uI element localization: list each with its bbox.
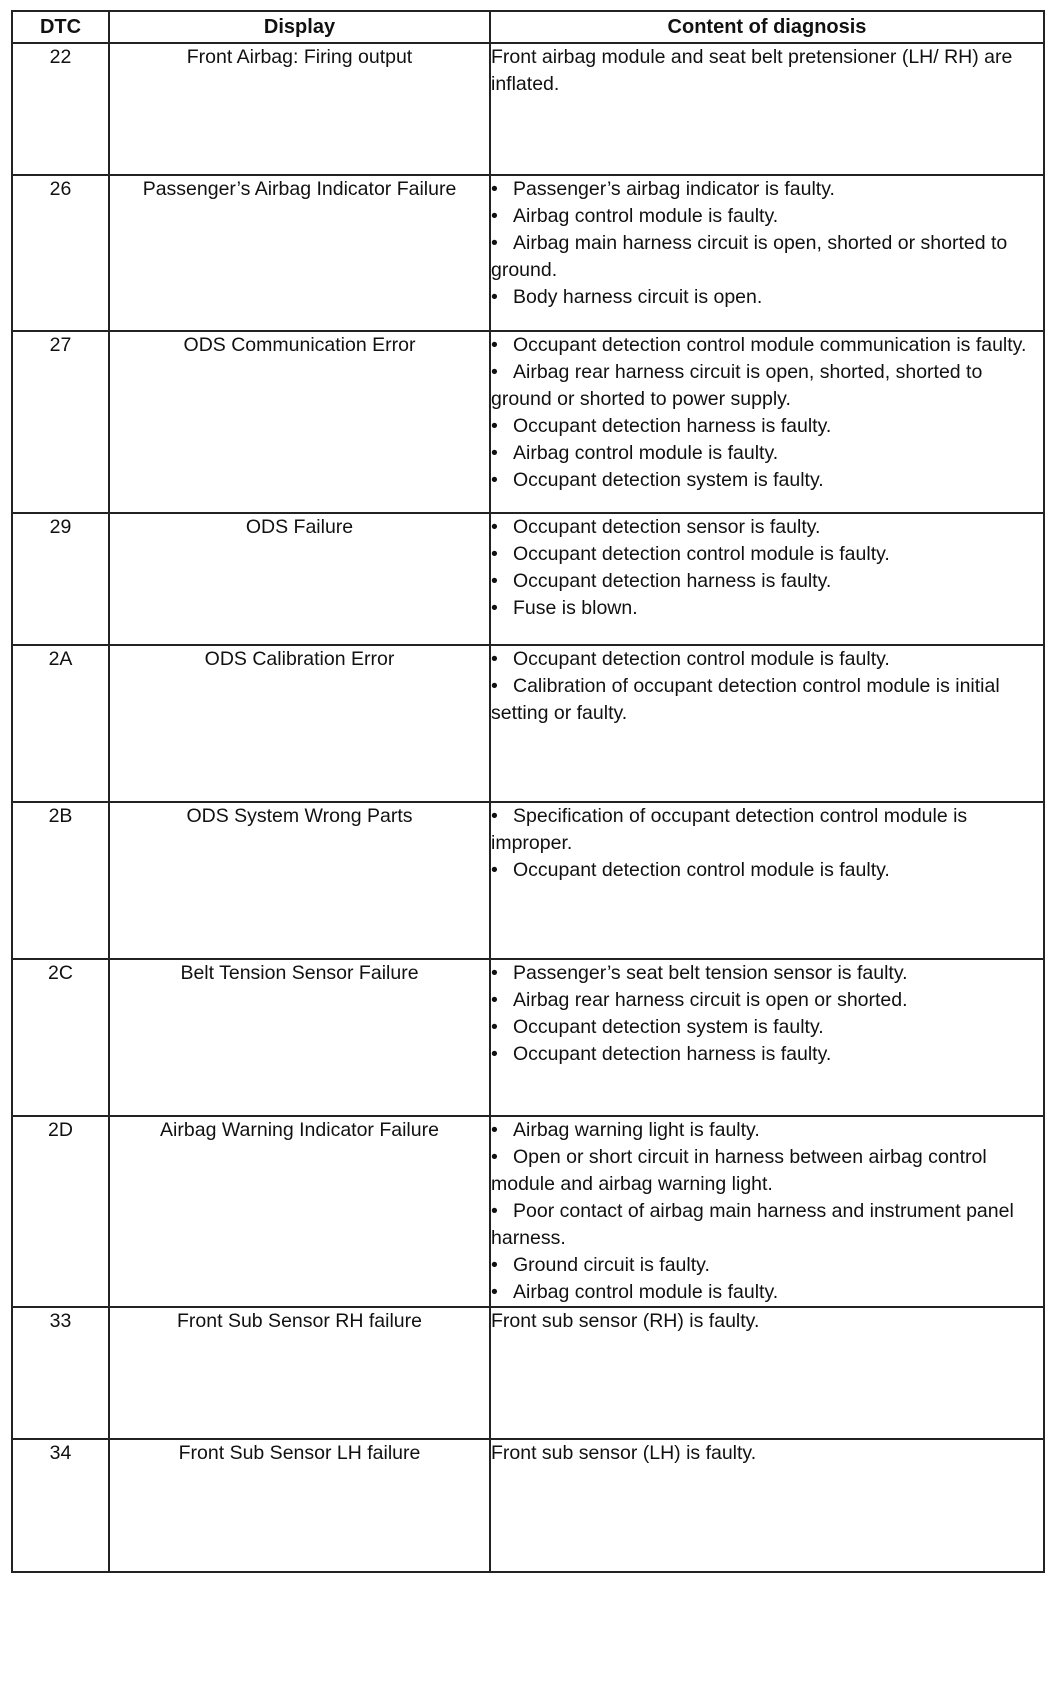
list-item [491,1440,1043,1467]
bullet-icon: • [491,570,498,592]
content-cell [490,331,1044,513]
diagnosis-text: Occupant detection control module is faulty. [513,648,890,670]
content-cell [490,1439,1044,1572]
diagnosis-text: Front sub sensor (RH) is faulty. [491,1310,760,1332]
content-cell [490,1116,1044,1307]
list-item [491,44,1043,98]
bullet-icon: • [491,469,498,491]
table-header-row [12,11,1044,43]
display-cell: ODS Communication Error [109,331,490,513]
list-item [491,359,1043,413]
display-cell: Front Sub Sensor RH failure [109,1307,490,1439]
table-row [12,331,1044,513]
content-cell [490,1307,1044,1439]
list-item [491,987,1043,1014]
table-row [12,959,1044,1116]
list-item [491,857,1043,884]
header-display: Display [109,11,490,43]
list-item [491,960,1043,987]
table-row [12,802,1044,959]
diagnosis-list [491,44,1043,98]
list-item [491,467,1043,494]
diagnosis-text: Front sub sensor (LH) is faulty. [491,1442,757,1464]
diagnosis-text: Airbag warning light is faulty. [513,1119,760,1141]
diagnosis-text: Airbag rear harness circuit is open or shorted. [513,989,908,1011]
list-item [491,1198,1043,1252]
bullet-icon: • [491,962,498,984]
content-cell [490,802,1044,959]
diagnosis-text: Occupant detection control module communication is faulty. [513,334,1027,356]
diagnosis-text: Occupant detection control module is faulty. [513,859,890,881]
diagnosis-list [491,176,1043,311]
diagnosis-text: Body harness circuit is open. [513,286,763,308]
diagnosis-text: Occupant detection system is faulty. [513,1016,824,1038]
header-dtc: DTC [12,11,109,43]
dtc-code-cell: 27 [12,331,109,513]
diagnosis-list [491,960,1043,1068]
list-item [491,413,1043,440]
list-item [491,176,1043,203]
table-body [12,43,1044,1572]
bullet-icon: • [491,516,498,538]
display-cell: ODS Failure [109,513,490,645]
diagnosis-text: Occupant detection sensor is faulty. [513,516,821,538]
diagnosis-text: Airbag main harness circuit is open, shorted or shorted to ground. [491,232,1008,281]
diagnosis-text: Airbag rear harness circuit is open, shorted, shorted to ground or shorted to power supply. [491,361,983,410]
bullet-icon: • [491,989,498,1011]
dtc-table [11,10,1045,1573]
list-item [491,440,1043,467]
bullet-icon: • [491,543,498,565]
diagnosis-list [491,803,1043,884]
list-item [491,1308,1043,1335]
table-row [12,1116,1044,1307]
list-item [491,1014,1043,1041]
table-row [12,513,1044,645]
bullet-icon: • [491,205,498,227]
diagnosis-text: Occupant detection harness is faulty. [513,1043,832,1065]
display-cell: Airbag Warning Indicator Failure [109,1116,490,1307]
diagnosis-text: Airbag control module is faulty. [513,1281,779,1303]
bullet-icon: • [491,442,498,464]
content-cell [490,175,1044,331]
diagnosis-text: Passenger’s airbag indicator is faulty. [513,178,835,200]
dtc-code-cell: 26 [12,175,109,331]
dtc-code-cell: 2B [12,802,109,959]
bullet-icon: • [491,1146,498,1168]
display-cell: Front Sub Sensor LH failure [109,1439,490,1572]
list-item [491,541,1043,568]
diagnosis-list [491,514,1043,622]
diagnosis-text: Poor contact of airbag main harness and instrument panel harness. [491,1200,1014,1249]
dtc-code-cell: 2C [12,959,109,1116]
diagnosis-text: Ground circuit is faulty. [513,1254,710,1276]
dtc-code-cell: 2D [12,1116,109,1307]
bullet-icon: • [491,334,498,356]
list-item [491,514,1043,541]
bullet-icon: • [491,675,498,697]
list-item [491,595,1043,622]
content-cell [490,43,1044,175]
dtc-code-cell: 34 [12,1439,109,1572]
table-row [12,43,1044,175]
diagnosis-text: Specification of occupant detection control module is improper. [491,805,968,854]
list-item [491,646,1043,673]
bullet-icon: • [491,859,498,881]
bullet-icon: • [491,1043,498,1065]
diagnosis-text: Occupant detection control module is faulty. [513,543,890,565]
dtc-code-cell: 33 [12,1307,109,1439]
bullet-icon: • [491,648,498,670]
diagnosis-text: Occupant detection harness is faulty. [513,570,832,592]
list-item [491,1252,1043,1279]
list-item [491,203,1043,230]
dtc-code-cell: 29 [12,513,109,645]
bullet-icon: • [491,1281,498,1303]
header-content: Content of diagnosis [490,11,1044,43]
content-cell [490,513,1044,645]
table-row [12,1439,1044,1572]
diagnosis-text: Fuse is blown. [513,597,638,619]
diagnosis-text: Occupant detection harness is faulty. [513,415,832,437]
display-cell: ODS Calibration Error [109,645,490,802]
bullet-icon: • [491,415,498,437]
diagnosis-text: Front airbag module and seat belt pretensioner (LH/ RH) are inflated. [491,46,1013,95]
list-item [491,673,1043,727]
diagnosis-text: Airbag control module is faulty. [513,442,779,464]
bullet-icon: • [491,1254,498,1276]
bullet-icon: • [491,1119,498,1141]
display-cell: Front Airbag: Firing output [109,43,490,175]
list-item [491,803,1043,857]
table-row [12,645,1044,802]
display-cell: Belt Tension Sensor Failure [109,959,490,1116]
diagnosis-list [491,646,1043,727]
list-item [491,1117,1043,1144]
bullet-icon: • [491,597,498,619]
document-page [11,10,1043,1573]
dtc-code-cell: 22 [12,43,109,175]
list-item [491,568,1043,595]
content-cell [490,959,1044,1116]
table-row [12,175,1044,331]
bullet-icon: • [491,1200,498,1222]
list-item [491,230,1043,284]
display-cell: ODS System Wrong Parts [109,802,490,959]
diagnosis-text: Airbag control module is faulty. [513,205,779,227]
bullet-icon: • [491,361,498,383]
list-item [491,1041,1043,1068]
dtc-code-cell: 2A [12,645,109,802]
display-cell: Passenger’s Airbag Indicator Failure [109,175,490,331]
table-row [12,1307,1044,1439]
diagnosis-text: Occupant detection system is faulty. [513,469,824,491]
bullet-icon: • [491,178,498,200]
diagnosis-text: Passenger’s seat belt tension sensor is faulty. [513,962,908,984]
list-item [491,1279,1043,1306]
diagnosis-text: Open or short circuit in harness between airbag control module and airbag warning light. [491,1146,987,1195]
list-item [491,332,1043,359]
bullet-icon: • [491,805,498,827]
bullet-icon: • [491,232,498,254]
diagnosis-list [491,1440,1043,1467]
diagnosis-text: Calibration of occupant detection control module is initial setting or faulty. [491,675,1000,724]
list-item [491,1144,1043,1198]
content-cell [490,645,1044,802]
bullet-icon: • [491,1016,498,1038]
diagnosis-list [491,1308,1043,1335]
bullet-icon: • [491,286,498,308]
list-item [491,284,1043,311]
diagnosis-list [491,332,1043,494]
diagnosis-list [491,1117,1043,1306]
